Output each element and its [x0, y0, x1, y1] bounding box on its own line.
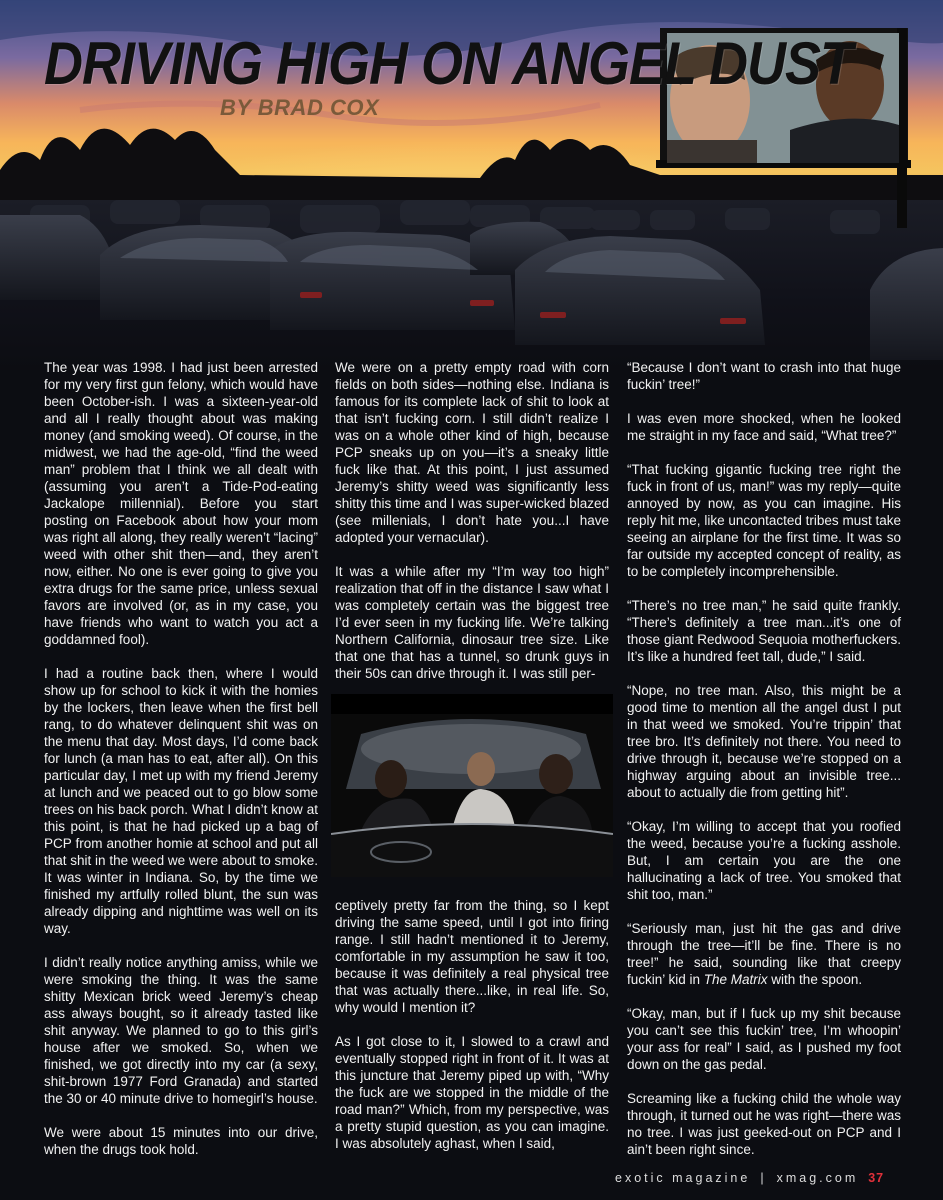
paragraph: “Okay, I’m willing to accept that you roofied the weed, because you’re a fucking asshole. But, I am certain you are the one hallucinating a lack of tree. You smoked that shit too, man.” [627, 819, 901, 902]
text-column-2 [335, 359, 609, 699]
movie-title-italic: The Matrix [703, 972, 768, 987]
paragraph: ceptively pretty far from the thing, so I kept driving the same speed, until I got into firing range. I still hadn’t mentioned it to Jeremy, comfortable in my assumption he saw it too, because it was definitely a real physical tree that was actually there...like, in real life. So, why would I mention it? [335, 898, 609, 1015]
text-column-2-continued [335, 897, 609, 1169]
paragraph: The year was 1998. I had just been arrested for my very first gun felony, which would have been October-ish. I was a sixteen-year-old and all I really thought about was making money (and smoking weed). Of course, in the midwest, we had the age-old, “find the weed man” problem that I think we all dealt with (assuming you aren’t a Tide-Pod-eating Jackalope millennial). Before you start posting on Facebook about how your mom was right all along, they really weren’t “lacing” weed with other shit then—and, they aren’t now, either. No one is ever going to give you extra drugs for the same price, unless sexual favors are involved (or, as in my case, you have friends who want to watch you act a goddamned fool). [44, 360, 318, 647]
paragraph: Screaming like a fucking child the whole way through, it turned out he was right—there was no tree. I was just geeked-out on PCP and I ain’t been right since. [627, 1091, 901, 1157]
paragraph: I didn’t really notice anything amiss, while we were smoking the thing. It was the same shitty Mexican brick weed Jeremy’s cheap ass always bought, so it already tasted like shit anyway. We planned to go to this girl’s house after we smoked. So, when we finished, we got directly into my car (a sexy, shit-brown 1977 Ford Granada) and started the 30 or 40 minute drive to homegirl’s house. [44, 955, 318, 1106]
paragraph: “Nope, no tree man. Also, this might be a good time to mention all the angel dust I put in that weed we smoked. You’re trippin’ that tree bro. It’s definitely not there. You need to drive through it, because we’re stopped on a highway arguing about an invisible tree... about to actually die from getting hit”. [627, 683, 901, 800]
paragraph: I had a routine back then, where I would show up for school to kick it with the homies by the lockers, then leave when the first bell rang, to do whatever delinquent shit was on the menu that day. Most days, I’d come back for lunch (a man has to eat, after all). On this particular day, I met up with my friend Jeremy at lunch and we peaced out to go blow some trees on his back porch. What I didn’t know at this point, is that he had picked up a bag of PCP from another homie at school and put all that shit in the weed we were about to smoke. It was winter in Indiana. So, by the time we finished my artfully rolled blunt, the sun was already dipping and nighttime was well on its way. [44, 666, 318, 936]
paragraph: “Because I don’t want to crash into that huge fuckin’ tree!” [627, 360, 901, 392]
text-run: with the spoon. [767, 972, 863, 987]
paragraph: We were on a pretty empty road with corn fields on both sides—nothing else. Indiana is famous for its complete lack of shit to look at that isn’t fucking corn. I still didn’t realize I was on a whole other kind of high, because PCP sneaks up on you—it’s a sneaky little fuck like that. At this point, I just assumed Jeremy’s shitty weed was significantly less shitty this time and I was super-wicked blazed (see millenials, I don’t hate you...I have adopted your vernacular). [335, 360, 609, 545]
page-number: 37 [868, 1171, 885, 1185]
paragraph: “That fucking gigantic fucking tree right the fuck in front of us, man!” was my reply—quite annoyed by now, as you can imagine. His reply hit me, like uncontacted tribes must take seeing an airplane for the first time. It was so far outside my accepted concept of reality, as to be completely incomprehensible. [627, 462, 901, 579]
magazine-website: xmag.com [776, 1171, 859, 1185]
paragraph: “Okay, man, but if I fuck up my shit because you can’t see this fuckin’ tree, I’m whoopin’ your ass for real” I said, as I pushed my foot down on the gas pedal. [627, 1006, 901, 1072]
footer-separator: | [760, 1171, 767, 1185]
paragraph: “There’s no tree man,” he said quite frankly. “There’s definitely a tree man...it’s one of those giant Redwood Sequoia motherfuckers. It’s like a hundred feet tall, dude,” I said. [627, 598, 901, 664]
paragraph: I was even more shocked, when he looked me straight in my face and said, “What tree?” [627, 411, 901, 443]
article-title: DRIVING HIGH ON ANGEL DUST [44, 30, 853, 98]
text-run: “Seriously man, just hit the gas and drive through the tree—it’ll be fine. There is no tree!” he said, sounding like that creepy fuckin’ kid in [627, 921, 901, 987]
paragraph: We were about 15 minutes into our drive, when the drugs took hold. [44, 1125, 318, 1157]
car-interior-movie-still [331, 694, 613, 877]
page-footer [615, 1170, 905, 1186]
text-column-1 [44, 359, 318, 1175]
magazine-name: exotic magazine [615, 1171, 751, 1185]
article-byline: BY BRAD COX [220, 95, 380, 120]
paragraph [627, 920, 901, 988]
paragraph: It was a while after my “I’m way too high” realization that off in the distance I saw what I was completely certain was the biggest tree I’d ever seen in my fucking life. We’re talking Northern California, dinosaur tree size. Like that one that has a tunnel, so drunk guys in their 50s can drive through it. I was still per- [335, 564, 609, 681]
text-column-3 [627, 359, 901, 1175]
paragraph: As I got close to it, I slowed to a crawl and eventually stopped right in front of it. It was at this juncture that Jeremy piped up with, “Why the fuck are we stopped in the middle of the road man?” Which, from my perspective, was a pretty stupid question, as you can imagine. I was absolutely aghast, when I said, [335, 1034, 609, 1151]
